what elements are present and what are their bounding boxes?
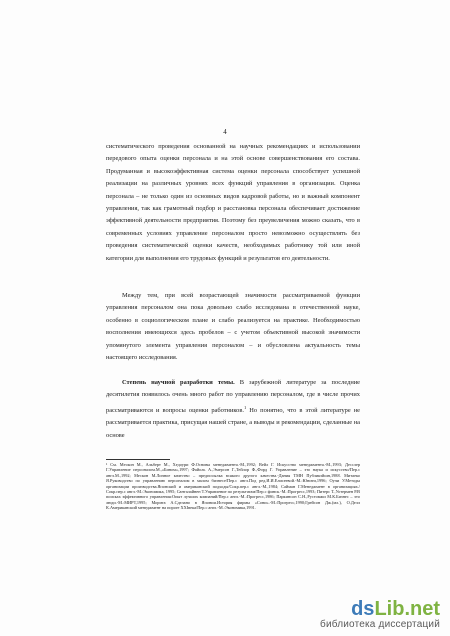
dslib-logo: dsLib.net bbox=[351, 598, 440, 620]
paragraph-3-text: В зарубежной литературе за последние десятилетия появилось очень много работ по управлению персоналом, где в числе прочих рассматриваются и вопросы оценки работников. bbox=[106, 379, 360, 414]
dslib-subtitle: библиотека диссертаций bbox=[320, 619, 440, 630]
body-paragraph-1 bbox=[106, 141, 360, 265]
dslib-watermark[interactable] bbox=[320, 599, 440, 630]
paragraph-2-text: Между тем, при всей возрастающей значимости рассматриваемой функции управления персоналом она пока довольно слабо исследована в отечественной науке, особенно в социологическом плане и слабо реализуется на практике. Необходимостью восполнения имеющихся здесь пробелов – с учетом объективной высокой значимости упомянутого элемента управления персоналом – и обусловлена актуальность темы настоящего исследования. bbox=[106, 292, 360, 362]
paragraph-3-tail: Но понятно, что в этой литературе не рассматривается практика, присущая нашей стране, а выводы и рекомендации, сделанные на основе bbox=[106, 406, 361, 439]
footnote-divider bbox=[106, 459, 170, 460]
page-number: 4 bbox=[223, 128, 227, 136]
footnote-marker: 1 bbox=[243, 404, 247, 410]
section-heading: Степень научной разработки темы. bbox=[122, 379, 235, 386]
paragraph-1-text: систематического проведения основанной на научных рекомендациях и использовании передового опыта оценки персонала и на этой основе совершенствования его состава. Продуманная и высокоэффективная система оценки персонала способствует успешной реализации на различных уровнях всех функций управления в организации. Оценка персонала – не только один из основных видов кадровой работы, но и важный компонент управления, так как грамотный подбор и расстановка персонала обеспечивает достижение эффективной деятельности предприятия. Поэтому без преувеличения можно сказать, что в современных условиях управление персоналом просто невозможно осуществлять без проведения систематической оценки качеств, необходимых работнику той или иной категории для выполнения его трудовых функций и результатов его деятельности. bbox=[106, 143, 360, 262]
body-paragraph-3 bbox=[106, 377, 360, 442]
footnote-text: ¹ См. Мескон М., Альберт М., Хедоури Ф.Основы менеджмента.-М.,1992; Вейл Г. Искусство менеджмента.-М.,1993; Десслер Г.Управление персоналом.М.,«Бином»,1997; Файоль А.,Эмерсон Г.,Тейлор Ф.,Форд Г. Управление – это наука и искусство/Пер.с англ.М.,1992; Мескон М.Личное качество – предпосылка всякого другого качества.-Дания ТМН Публикэйшн,1988. Митаеко Я.Руководство по управлению персоналом в малом бизнесе/Пер.с англ.Под ред.И.И.Елисеевой.-М.:Юнити,1996; Оучи У.Методы организации производства.Японский и американский подходы/Сокр.пер.с англ.-М.,1984; Сайман Г.Менеджмент в организациях./Сокр.пер.с англ.-М.:Экономика, 1995; Санталайнен Т.Управление по результатам/Пер.с финск.-М.:Прогресс,1993; Питерс Т.,Уотермен Р.В поисках эффективного управления:Опыт лучших компаний/Пер.с англ.-М.:Прогресс,1986; Паркинсон С.Н.,Рустомжи М.К.Бизнес – это люди.-М.:МИРТ,1995; Морита А.Сделано в Японии.История фирмы «Сони».-М.:Прогресс,1990;Грейсон Дж.(мл.), О.Делл К.Американский менеджмент на пороге XXIвека/Пер.с англ.-М.:Экономика,1991. bbox=[106, 462, 360, 511]
body-paragraph-2 bbox=[106, 290, 360, 364]
